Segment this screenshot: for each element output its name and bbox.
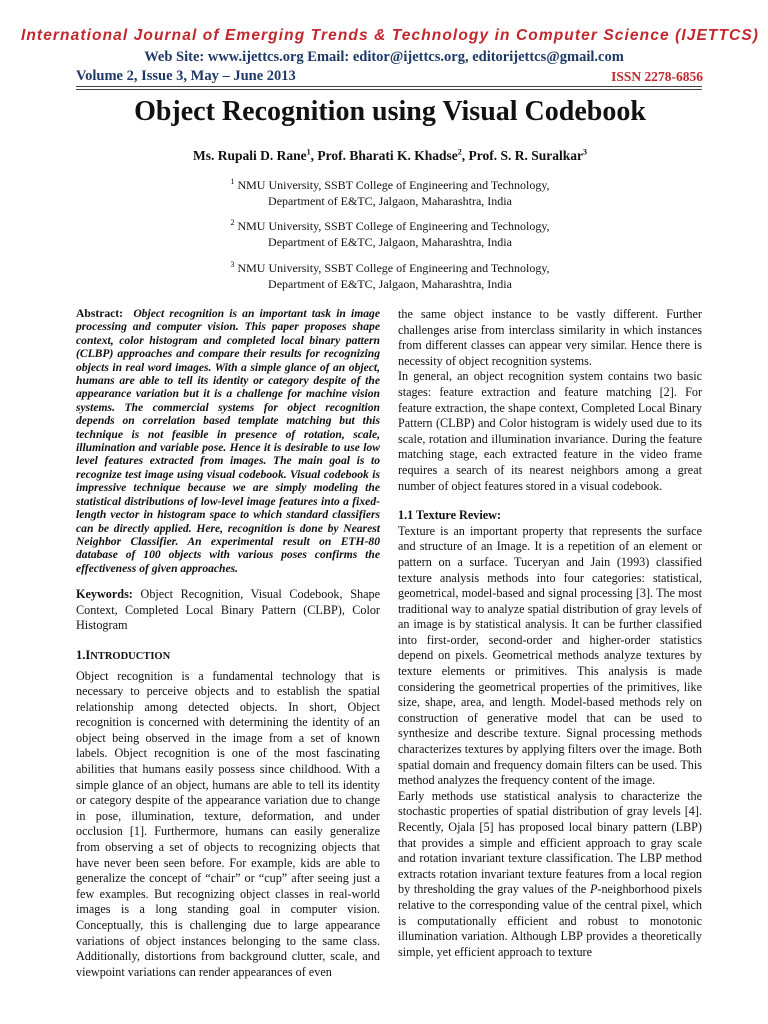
affiliation-mark: 1 — [230, 177, 235, 186]
paper-title: Object Recognition using Visual Codebook — [134, 96, 646, 127]
author-mark: 3 — [583, 147, 588, 157]
author-name: Prof. S. R. Suralkar — [468, 148, 584, 163]
left-column — [76, 307, 380, 980]
intro-paragraph: In general, an object recognition system contains two basic stages: feature extraction and feature matching [2]. For feature extraction, the shape context, Completed Local Binary Pattern (CLBP) and Color histogram is widely used due to its scale, rotation and illumination invariance. During the feature matching stage, each extracted feature in the video frame requires a search of its nearest neighbors among a great number of object features stored in a visual codebook. — [398, 369, 702, 493]
keywords-label: Keywords: — [76, 587, 133, 602]
texture-paragraph: Texture is an important property that represents the surface and structure of an Image. It is a repetition of an element or pattern on a surface. Tuceryan and Jain (1993) classified texture analysis methods into four categories: statistical, geometrical, model-based and signal processing [3]. The most traditional way to analyze spatial distribution of gray levels of an image is by statistical analysis. It can be further classified into first-order, second-order and higher-order statistics depend on pixels. Geometrical methods analyze textures by texture elements or primitives. This analysis is made considering the geometrical properties of the primitives, like size, shape, area, and length. Model-based methods rely on construction of generative model that can be used to synthesize and describe texture. Signal processing methods characterizes textures by applying filters over the image. Both spatial domain and frequency domain filters can be used. This method analyzes the frequency content of the image. — [398, 523, 702, 788]
author-mark: 2 — [457, 147, 462, 157]
affiliation-line: Department of E&TC, Jalgaon, Maharashtra, India — [268, 234, 512, 249]
affiliation-line: Department of E&TC, Jalgaon, Maharashtra, India — [268, 193, 512, 208]
affiliation-1 — [0, 178, 768, 209]
keywords — [76, 587, 380, 634]
abstract-text: Object recognition is an important task in image processing and computer vision. This paper proposes shape context, color histogram and completed local binary pattern (CLBP) approaches and compare their results for recognizing objects in real word images. With a simple glance of an object, humans are able to tell its identity or category despite of the appearance variation but it is a challenge for machine vision systems. The commercial systems for object recognition depends on correlation based template matching but this technique is not feasible in presence of rotation, scale, illumination and variable pose. Hence it is desirable to use low level features extracted from images. The main goal is to recognize test image using visual codebook. Visual codebook is impressive technique because we are simply modeling the statistical distributions of low-level image features into a fixed-length vector in histogram space to which standard classifiers can be directly applied. Here, recognition is done by Nearest Neighbor Classifier. An experimental result on ETH-80 database of 100 objects with various poses confirms the effectiveness of given approaches. — [76, 307, 380, 575]
abstract-label: Abstract: — [76, 307, 124, 320]
right-column — [398, 307, 702, 960]
affiliation-3 — [0, 261, 768, 292]
header-rule-2 — [76, 89, 702, 90]
affiliation-line: NMU University, SSBT College of Engineering and Technology, — [237, 219, 550, 233]
section-heading-introduction: 1.INTRODUCTION — [76, 647, 171, 662]
affiliation-line: Department of E&TC, Jalgaon, Maharashtra, India — [268, 276, 512, 291]
affiliation-mark: 2 — [230, 218, 235, 227]
affiliation-line: NMU University, SSBT College of Engineering and Technology, — [237, 261, 550, 275]
author-name: Ms. Rupali D. Rane — [192, 148, 307, 163]
intro-paragraph: Object recognition is a fundamental technology that is necessary to perceive objects and to establish the spatial relationship among detected objects. In short, Object recognition is concerned with determining the identity of an object being observed in the image from a set of known labels. Object recognition is one of the most fascinating abilities that humans easily possess since childhood. With a simple glance of an object, humans are able to tell its identity or category despite of the appearance variation due to change in pose, illumination, texture, deformation, and under occlusion [1]. Furthermore, humans can easily generalize from observing a set of objects to recognizing objects that have never been seen before. For example, kids are able to generalize the concept of “chair” or “cup” after seeing just a few examples. But recognizing object classes in real-world images is a long standing goal in computer vision. Conceptually, this is challenging due to large appearance variations of object instances belonging to the same class. Additionally, distortions from background clutter, scale, and viewpoint variations can render appearances of even — [76, 668, 380, 979]
texture-paragraph: Early methods use statistical analysis to characterize the stochastic properties of spatial distribution of gray levels [4]. Recently, Ojala [5] has proposed local binary pattern (LBP) that provides a simple and efficient approach to gray scale and rotation invariant texture classification. The LBP method extracts rotation invariant texture features from a local region by thresholding the gray values of the P-neighborhood pixels relative to the corresponding value of the central pixel, which is computationally efficient and robust to monotonic illumination variation. Although LBP provides a theoretically simple, yet efficient approach to texture — [398, 788, 703, 959]
volume-info: Volume 2, Issue 3, May – June 2013 — [76, 68, 296, 84]
affiliation-2 — [0, 219, 768, 250]
intro-paragraph: the same object instance to be vastly different. Further challenges arise from interclass similarity in which instances from different classes can appear very similar. Hence there is necessity of object recognition systems. — [398, 307, 702, 368]
author-mark: 1 — [306, 147, 311, 157]
author-list: Ms. Rupali D. Rane$^1$, Prof. Bharati K. Khadse$^2$, Prof. S. R. Suralkar$^3$ — [192, 147, 588, 163]
affiliation-line: NMU University, SSBT College of Engineering and Technology, — [237, 178, 550, 192]
journal-name: International Journal of Emerging Trends & Technology in Computer Science (IJETTCS) — [20, 27, 760, 44]
header-rule — [76, 86, 702, 87]
issn: ISSN 2278-6856 — [611, 69, 703, 84]
journal-website: Web Site: www.ijettcs.org Email: editor@ijettcs.org, editorijettcs@gmail.com — [144, 49, 624, 65]
keywords-text: Object Recognition, Visual Codebook, Shape Context, Completed Local Binary Pattern (CLBP), Color Histogram — [76, 587, 380, 633]
abstract — [76, 307, 380, 575]
subsection-heading: 1.1 Texture Review: — [398, 508, 502, 523]
affiliation-mark: 3 — [230, 260, 235, 269]
author-name: Prof. Bharati K. Khadse — [317, 148, 458, 163]
